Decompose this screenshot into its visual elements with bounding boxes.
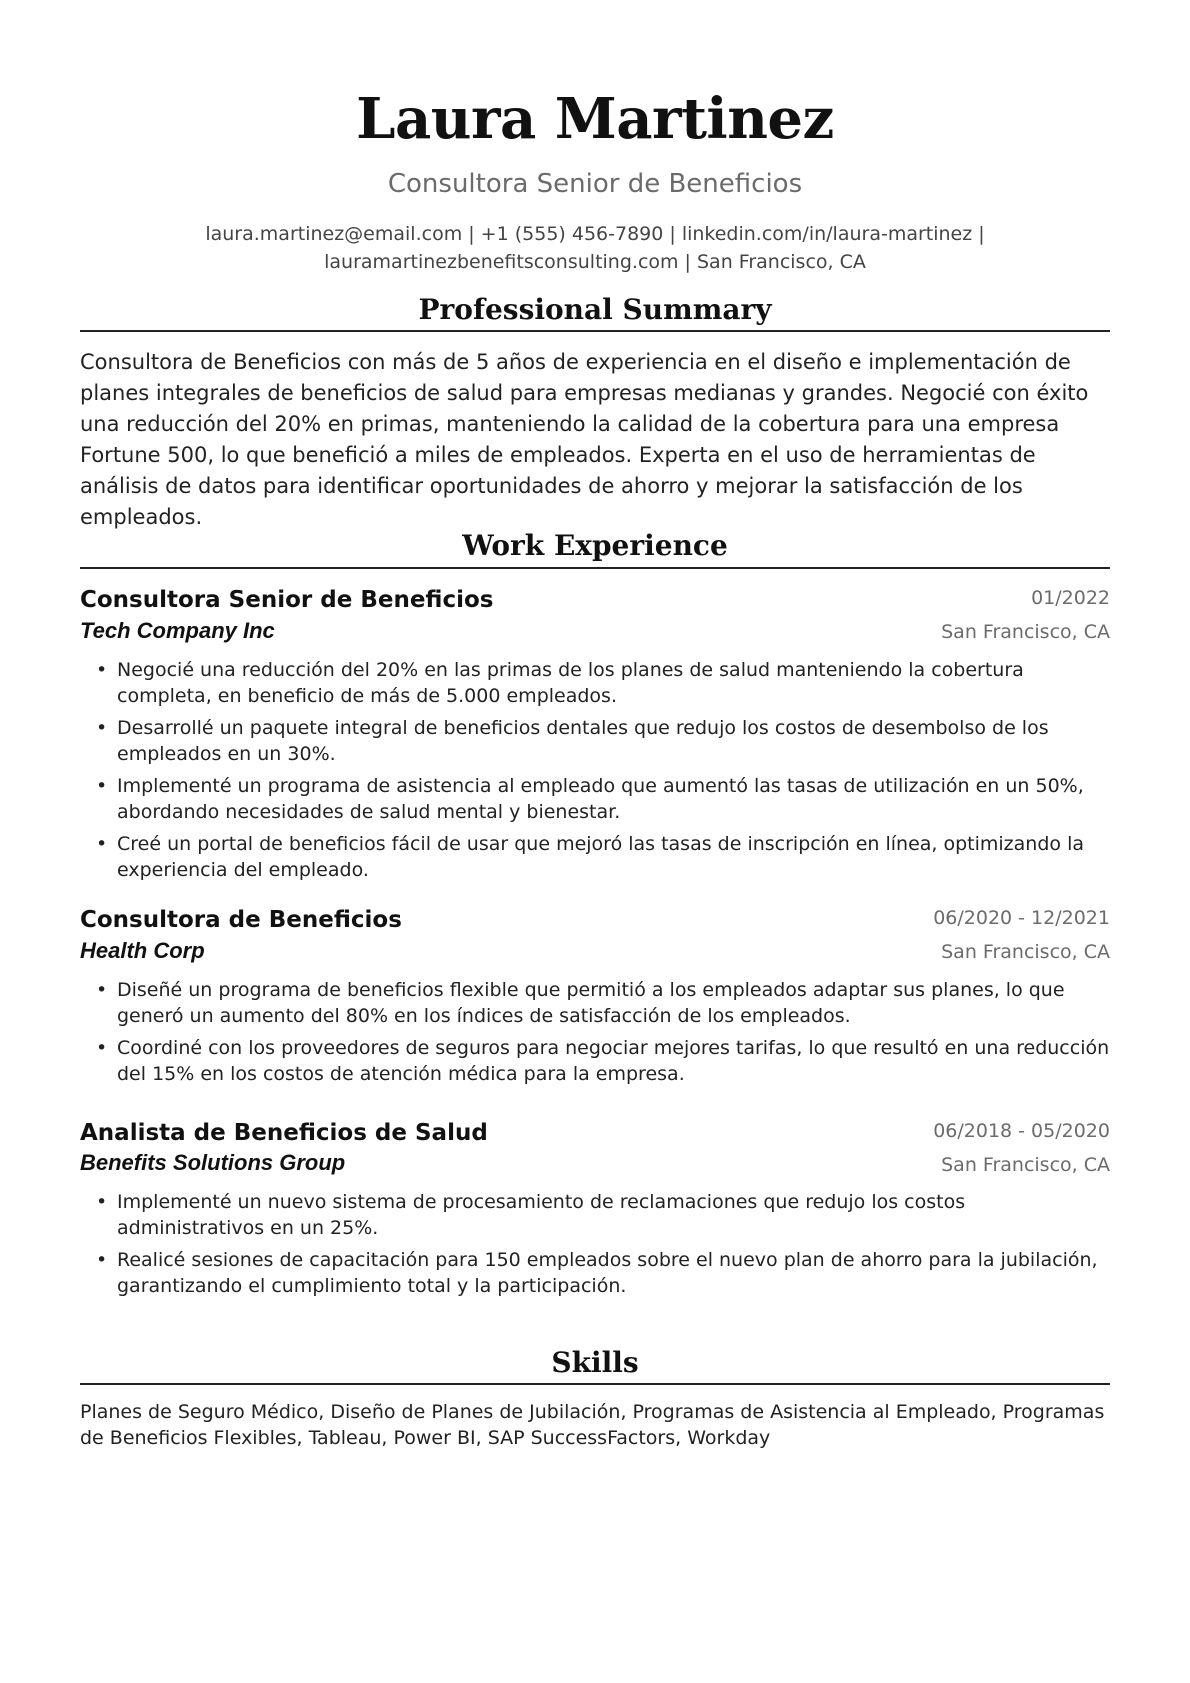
job-title: Analista de Beneficios de Salud: [80, 1120, 488, 1146]
job-title: Consultora Senior de Beneficios: [80, 587, 494, 613]
contact-line-1: laura.martinez@email.com | +1 (555) 456-7890 | linkedin.com/in/laura-martinez |: [205, 223, 985, 245]
achievement-text: Diseñé un programa de beneficios flexible que permitió a los empleados adaptar sus planes, lo que generó un aumento del 80% en los índices de satisfacción de los empleados.: [117, 979, 1065, 1027]
list-item: • Realicé sesiones de capacitación para 150 empleados sobre el nuevo plan de ahorro para la jubilación, garantizando el cumplimiento total y la participación.: [96, 1249, 1098, 1297]
experience-heading: Work Experience: [462, 529, 728, 562]
list-item: • Coordiné con los proveedores de seguros para negociar mejores tarifas, lo que resultó en una reducción del 15% en los costos de atención médica para la empresa.: [96, 1037, 1110, 1085]
achievement-text: Realicé sesiones de capacitación para 150 empleados sobre el nuevo plan de ahorro para la jubilación, garantizando el cumplimiento total y la participación.: [117, 1249, 1098, 1297]
summary-divider: [80, 330, 1110, 332]
list-item: • Implementé un nuevo sistema de procesamiento de reclamaciones que redujo los costos administrativos en un 25%.: [96, 1191, 966, 1239]
achievement-text: Desarrollé un paquete integral de beneficios dentales que redujo los costos de desembolso de los empleados en un 30%.: [117, 717, 1049, 765]
experience-divider: [80, 567, 1110, 569]
candidate-headline: Consultora Senior de Beneficios: [387, 169, 803, 199]
achievement-text: Implementé un programa de asistencia al empleado que aumentó las tasas de utilización en un 50%, abordando necesidades de salud mental y bienestar.: [117, 775, 1084, 823]
job-company: Health Corp: [80, 938, 205, 963]
skills-heading: Skills: [551, 1346, 639, 1379]
skills-text: Planes de Seguro Médico, Diseño de Planes de Jubilación, Programas de Asistencia al Empleado, Programas de Beneficios Flexibles, Tableau, Power BI, SAP SuccessFactors, Workday: [80, 1401, 1105, 1449]
achievement-text: Implementé un nuevo sistema de procesamiento de reclamaciones que redujo los costos administrativos en un 25%.: [117, 1191, 966, 1239]
achievement-text: Creé un portal de beneficios fácil de usar que mejoró las tasas de inscripción en línea, optimizando la experiencia del empleado.: [117, 833, 1084, 881]
summary-heading: Professional Summary: [418, 293, 772, 326]
contact-line-2: lauramartinezbenefitsconsulting.com | San Francisco, CA: [324, 251, 866, 273]
job-date: 06/2018 - 05/2020: [933, 1120, 1110, 1142]
list-item: • Negocié una reducción del 20% en las primas de los planes de salud manteniendo la cobertura completa, en beneficio de más de 5.000 empleados.: [96, 659, 1024, 707]
job-location: San Francisco, CA: [941, 1154, 1110, 1176]
achievement-text: Coordiné con los proveedores de seguros para negociar mejores tarifas, lo que resultó en una reducción del 15% en los costos de atención médica para la empresa.: [117, 1037, 1110, 1085]
job-company: Benefits Solutions Group: [80, 1150, 346, 1175]
achievement-text: Negocié una reducción del 20% en las primas de los planes de salud manteniendo la cobertura completa, en beneficio de más de 5.000 empleados.: [117, 659, 1024, 707]
list-item: • Diseñé un programa de beneficios flexible que permitió a los empleados adaptar sus planes, lo que generó un aumento del 80% en los índices de satisfacción de los empleados.: [96, 979, 1065, 1027]
list-item: • Desarrollé un paquete integral de beneficios dentales que redujo los costos de desembolso de los empleados en un 30%.: [96, 717, 1049, 765]
contact-info: [140, 220, 1050, 276]
job-company: Tech Company Inc: [80, 618, 275, 643]
skills-divider: [80, 1383, 1110, 1385]
job-achievements: [80, 977, 1110, 1093]
list-item: • Implementé un programa de asistencia al empleado que aumentó las tasas de utilización en un 50%, abordando necesidades de salud mental y bienestar.: [96, 775, 1084, 823]
list-item: • Creé un portal de beneficios fácil de usar que mejoró las tasas de inscripción en línea, optimizando la experiencia del empleado.: [96, 833, 1084, 881]
job-date: 06/2020 - 12/2021: [933, 907, 1110, 929]
job-location: San Francisco, CA: [941, 621, 1110, 643]
job-date: 01/2022: [1031, 587, 1110, 609]
job-location: San Francisco, CA: [941, 941, 1110, 963]
job-achievements: [80, 657, 1110, 889]
summary-text: Consultora de Beneficios con más de 5 años de experiencia en el diseño e implementación de planes integrales de beneficios de salud para empresas medianas y grandes. Negocié con éxito una reducción del 20% en primas, manteniendo la calidad de la cobertura para una empresa Fortune 500, lo que benefició a miles de empleados. Experta en el uso de herramientas de análisis de datos para identificar oportunidades de ahorro y mejorar la satisfacción de los empleados.: [80, 350, 1089, 529]
job-achievements: [80, 1189, 1110, 1305]
job-title: Consultora de Beneficios: [80, 907, 402, 933]
candidate-name: Laura Martinez: [356, 86, 834, 152]
